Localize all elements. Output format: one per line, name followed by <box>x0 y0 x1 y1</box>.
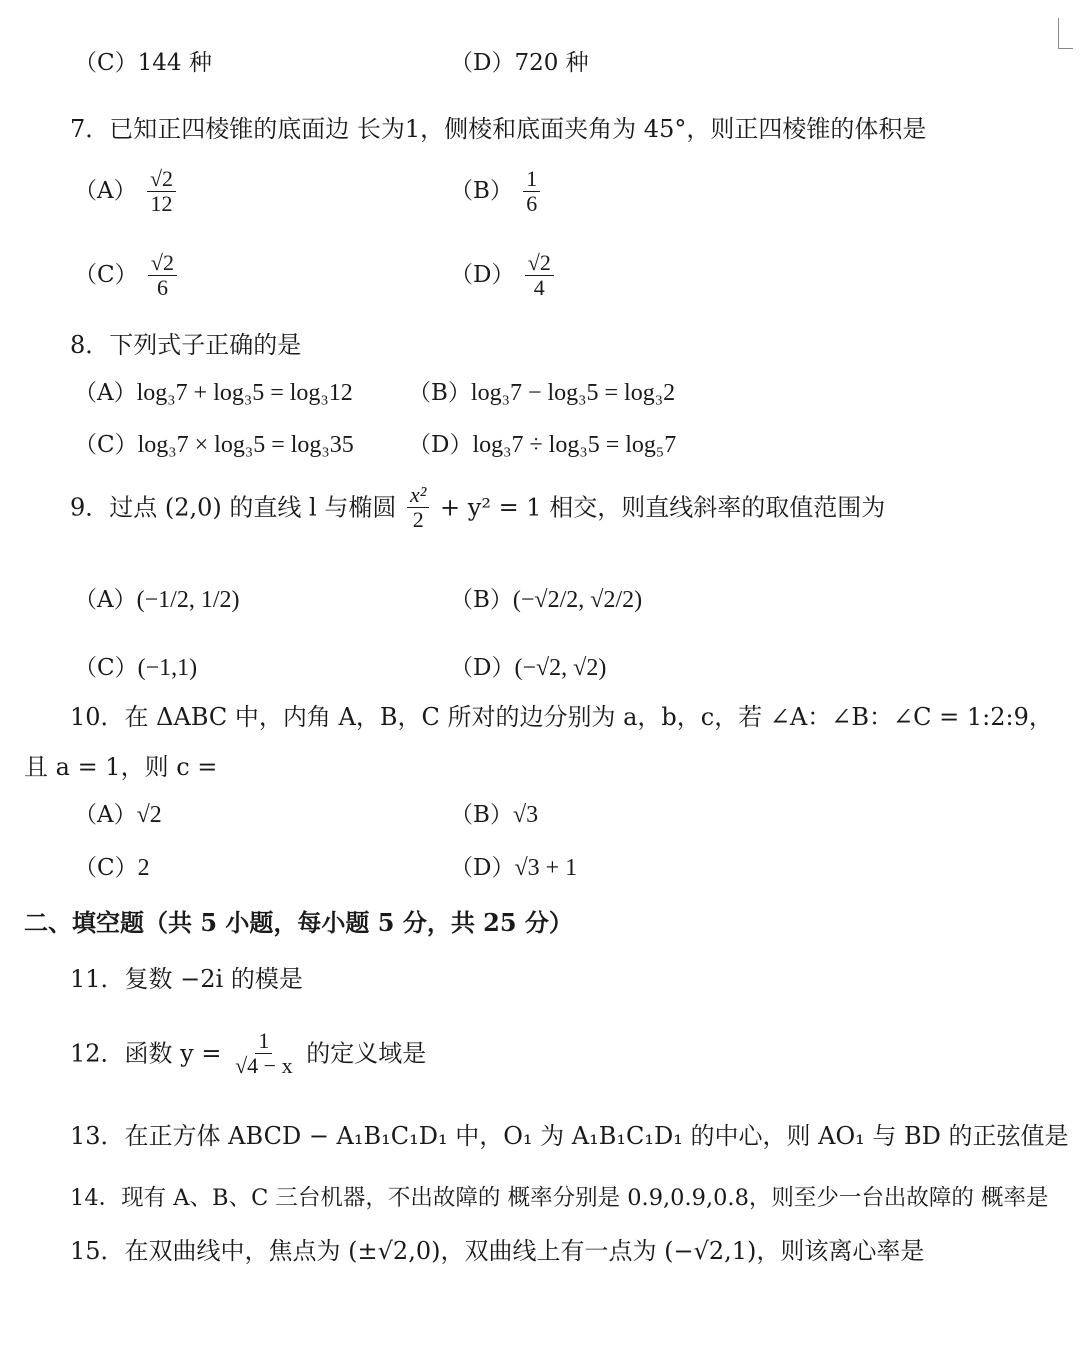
option-label: （A） <box>74 587 137 613</box>
fraction-denominator: 6 <box>526 191 538 216</box>
option-fraction <box>523 168 540 215</box>
option-text: log₃7 × log₃5 = log₃35 <box>137 432 354 458</box>
q12-pre: 12．函数 y = <box>70 1039 222 1068</box>
q8-option-c <box>74 433 354 457</box>
q12-fraction <box>232 1030 295 1077</box>
option-fraction <box>148 252 177 299</box>
fraction-numerator: √2 <box>147 168 176 192</box>
q10-stem-line2: 且 a = 1，则 c = <box>24 753 218 781</box>
q6-option-d <box>450 52 589 75</box>
q14-stem: 14．现有 A、B、C 三台机器，不出故障的 概率分别是 0.9,0.9,0.8，则至少一台出故障的 概率是 <box>70 1185 1049 1211</box>
option-label: （A） <box>74 380 137 406</box>
fraction-numerator: x² <box>407 484 429 508</box>
option-text: (−√2/2, √2/2) <box>512 587 643 613</box>
fraction-numerator: 1 <box>523 168 540 192</box>
ellipse-fraction <box>407 484 429 531</box>
q7-option-b <box>450 168 543 215</box>
q8-stem: 8．下列式子正确的是 <box>70 331 302 359</box>
option-label: （C） <box>74 50 138 76</box>
option-label: （C） <box>74 432 138 458</box>
q15-stem: 15．在双曲线中，焦点为 (±√2,0)，双曲线上有一点为 (−√2,1)，则该离心率是 <box>70 1237 925 1265</box>
fraction-numerator: 1 <box>255 1030 272 1054</box>
option-text: (−√2, √2) <box>514 655 607 681</box>
option-text: √2 <box>136 802 162 828</box>
option-fraction <box>525 252 554 299</box>
option-text: log₃7 − log₃5 = log₃2 <box>470 380 676 406</box>
q10-option-c <box>74 856 150 880</box>
option-label: （B） <box>450 802 513 828</box>
q9-stem-pre: 9．过点 (2,0) 的直线 l 与椭圆 <box>70 493 397 522</box>
option-label: （D） <box>450 262 515 288</box>
fraction-denominator: 6 <box>156 275 168 300</box>
option-label: （C） <box>74 855 138 881</box>
option-text: √3 + 1 <box>514 855 578 881</box>
option-text: √3 <box>512 802 539 828</box>
option-text: 720 种 <box>514 50 589 76</box>
q10-stem-line1: 10．在 ΔABC 中，内角 A，B，C 所对的边分别为 a，b，c，若 ∠A：∠B：∠C = 1:2:9， <box>70 703 1053 731</box>
q8-option-b <box>408 381 675 405</box>
option-label: （B） <box>450 587 513 613</box>
option-text: (−1,1) <box>137 655 198 681</box>
section-2-heading: 二、填空题（共 5 小题，每小题 5 分，共 25 分） <box>24 908 573 937</box>
q9-option-d <box>450 656 606 680</box>
q6-option-c <box>74 52 212 75</box>
page-corner-mark <box>1058 18 1073 49</box>
option-label: （C） <box>74 655 138 681</box>
option-text: log₃7 ÷ log₃5 = log₅7 <box>472 432 677 458</box>
fraction-numerator: √2 <box>148 252 177 276</box>
q10-option-b <box>450 803 538 827</box>
option-label: （C） <box>74 262 138 288</box>
option-label: （A） <box>74 178 137 204</box>
q12-post: 的定义域是 <box>306 1039 427 1068</box>
option-label: （D） <box>450 50 515 76</box>
fraction-denominator: 12 <box>150 191 173 216</box>
option-text: log₃7 + log₃5 = log₃12 <box>136 380 353 406</box>
option-label: （B） <box>450 178 513 204</box>
option-text: 144 种 <box>137 50 212 76</box>
q7-option-a <box>74 168 179 215</box>
q12-stem <box>70 1030 426 1077</box>
fraction-denominator: 2 <box>412 507 424 532</box>
q9-option-a <box>74 588 239 612</box>
q9-option-b <box>450 588 642 612</box>
option-text: (−1/2, 1/2) <box>136 587 240 613</box>
q13-stem: 13．在正方体 ABCD − A₁B₁C₁D₁ 中，O₁ 为 A₁B₁C₁D₁ 的中心，则 AO₁ 与 BD 的正弦值是 <box>70 1122 1069 1150</box>
fraction-denominator: √4 − x <box>235 1053 293 1078</box>
q7-option-d <box>450 252 557 299</box>
option-label: （A） <box>74 802 137 828</box>
q8-option-d <box>408 433 676 457</box>
option-label: （D） <box>450 855 515 881</box>
q11-stem: 11．复数 −2i 的模是 <box>70 965 303 993</box>
fraction-numerator: √2 <box>525 252 554 276</box>
q9-stem <box>70 484 885 531</box>
option-label: （D） <box>408 432 473 458</box>
q7-option-c <box>74 252 180 299</box>
q10-option-a <box>74 803 162 827</box>
q9-option-c <box>74 656 197 680</box>
fraction-denominator: 4 <box>533 275 545 300</box>
q7-stem: 7．已知正四棱锥的底面边 长为1，侧棱和底面夹角为 45°，则正四棱锥的体积是 <box>70 115 927 143</box>
option-fraction <box>147 168 176 215</box>
q10-option-d <box>450 856 577 880</box>
q9-stem-post: + y² = 1 相交，则直线斜率的取值范围为 <box>440 493 886 522</box>
q8-option-a <box>74 381 353 405</box>
option-label: （B） <box>408 380 471 406</box>
option-label: （D） <box>450 655 515 681</box>
option-text: 2 <box>137 855 150 881</box>
